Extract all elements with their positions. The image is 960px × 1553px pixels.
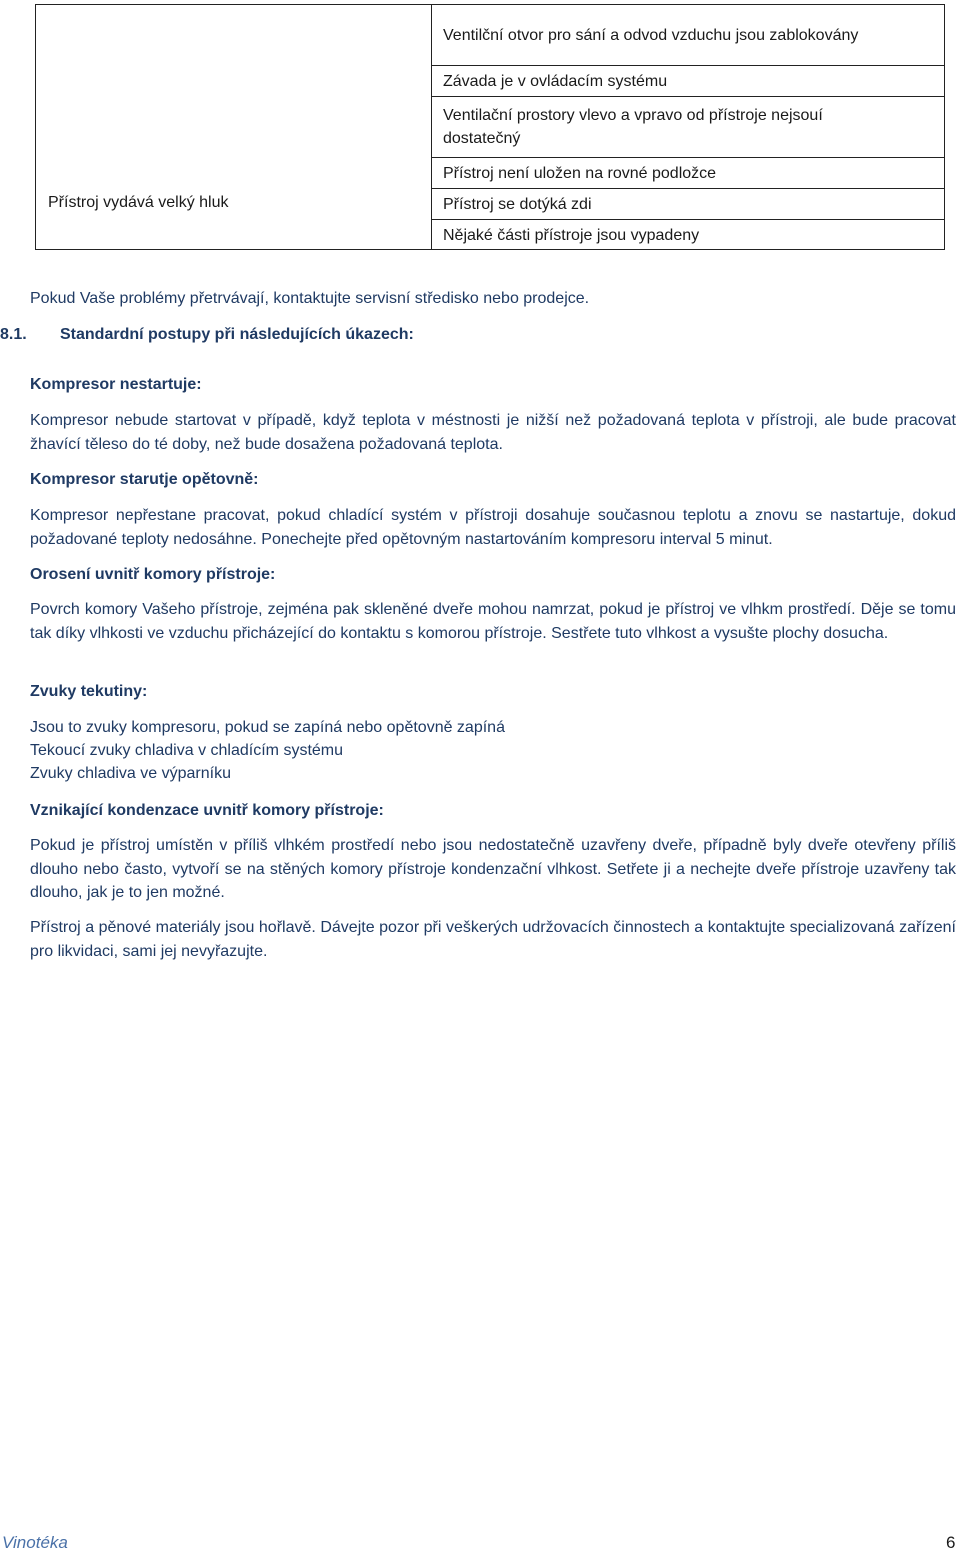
problem-label: Přístroj vydává velký hluk [48,194,229,211]
list-item: Zvuky chladiva ve výparníku [30,765,231,782]
cause-row: Ventilační prostory vlevo a vpravo od přístroje nejsouí dostatečný [432,97,944,158]
heading-compressor-restarts: Kompresor starutje opětovně: [30,471,259,488]
heading-liquid-sounds: Zvuky tekutiny: [30,683,148,700]
cause-row: Závada je v ovládacím systému [432,66,944,97]
footer-page-number: 6 [946,1533,956,1552]
paragraph-condensation: Pokud je přístroj umístěn v příliš vlhkém prostředí nebo jsou nedostatečně uzavřeny dveře, případně byly dveře otevřeny příliš dlouho nebo často, vytvoří se na stěných komory přístroje kondenzační vlhkost. Setřete ji a nechejte dveře přístroje uzavřeny tak dlouho, jak je to jen možné. [30,837,956,901]
cause-row: Přístroj se dotýká zdi [432,189,944,220]
list-item: Tekoucí zvuky chladiva v chladícím systému [30,742,344,759]
section-title: Standardní postupy při následujících úkazech: [60,326,414,343]
cause-row: Nějaké části přístroje jsou vypadeny [443,227,700,244]
problem-cell [36,5,432,249]
paragraph-compressor-restarts: Kompresor nepřestane pracovat, pokud chladící systém v přístroji dosahuje současnou teplotu a znovu se nastartuje, dokud požadované teploty nedosáhne. Ponechejte před opětovným nastartováním kompresoru interval 5 minut. [30,507,956,548]
footer-brand: Vinotéka [2,1533,68,1552]
list-item: Jsou to zvuky kompresoru, pokud se zapíná nebo opětovně zapíná [30,719,505,736]
heading-condensation: Vznikající kondenzace uvnitř komory přístroje: [30,802,384,819]
paragraph-dew-inside: Povrch komory Vašeho přístroje, zejména pak skleněné dveře mohou namrzat, pokud je přístroj ve vlhkm prostředí. Děje se tomu tak díky vlhkosti ve vzduchu přicházející do kontaktu s komorou přístroje. Sestřete tuto vlhkost a vysušte plochy dosucha. [30,601,956,642]
section-number: 8.1. [0,326,27,343]
paragraph-compressor-not-starting: Kompresor nebude startovat v případě, když teplota v méstnosti je nižší než požadovaná teplota v přístroji, ale bude pracovat žhavící těleso do té doby, než bude dosažena požadovaná teplota. [30,412,956,453]
cause-row: Ventilční otvor pro sání a odvod vzduchu jsou zablokovány [432,5,944,66]
paragraph-flammable-warning: Přístroj a pěnové materiály jsou hořlavě. Dávejte pozor při veškerých udržovacích činnostech a kontaktujte specializovaná zařízení pro likvidaci, sami jej nevyřazujte. [30,919,956,960]
cause-row: Přístroj není uložen na rovné podložce [432,158,944,189]
causes-cell [432,5,944,249]
heading-dew-inside: Orosení uvnitř komory přístroje: [30,566,276,583]
troubleshooting-table [35,4,945,250]
heading-compressor-not-starting: Kompresor nestartuje: [30,376,202,393]
intro-text: Pokud Vaše problémy přetrvávají, kontaktujte servisní středisko nebo prodejce. [30,290,590,307]
